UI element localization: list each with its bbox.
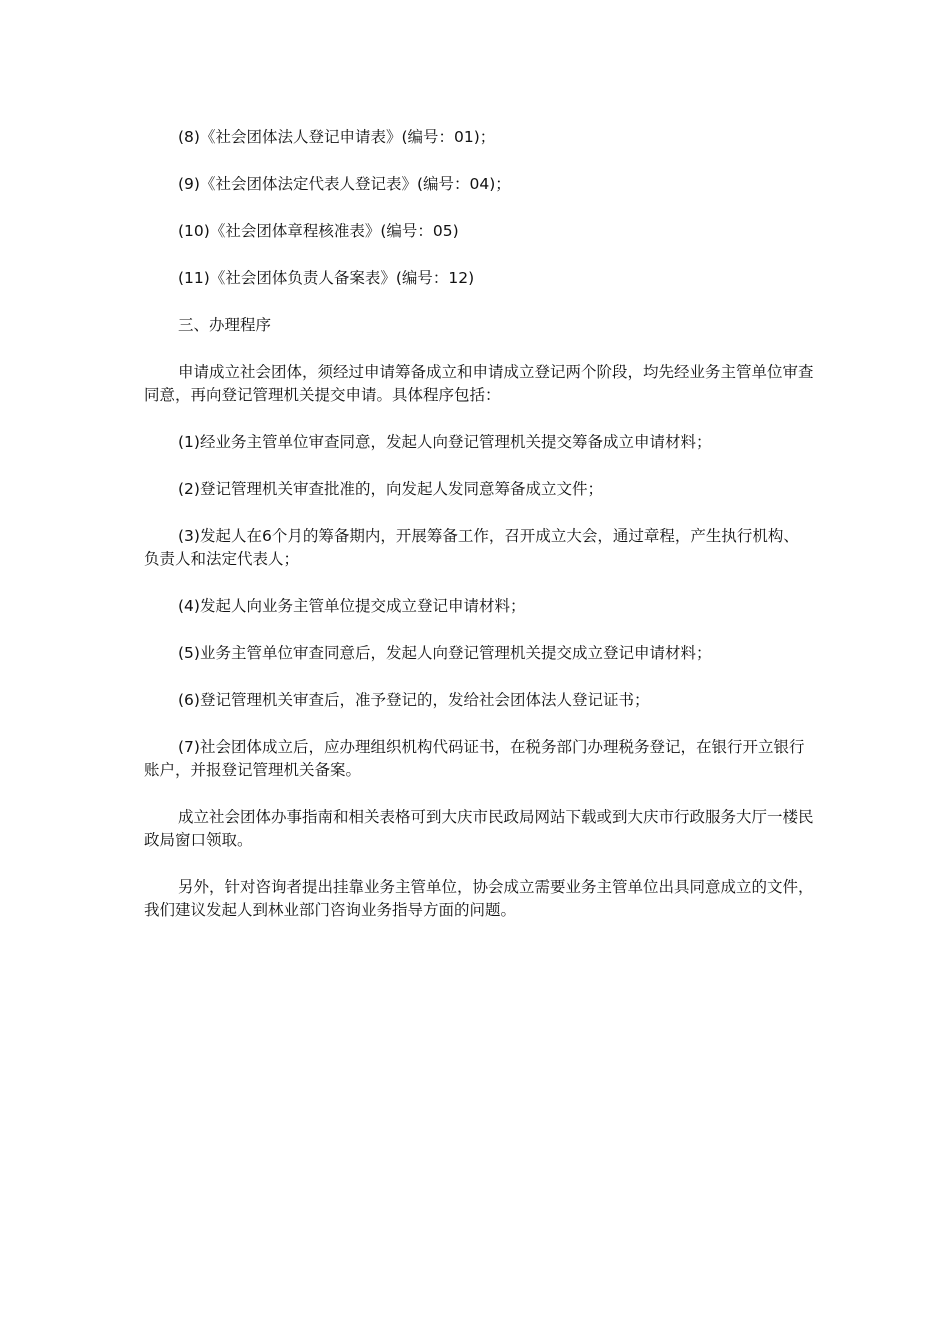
procedure-step-3: (3)发起人在6个月的筹备期内，开展筹备工作，召开成立大会，通过章程，产生执行机构、负责人和法定代表人；: [144, 527, 799, 568]
form-item-9: (9)《社会团体法定代表人登记表》(编号：04)；: [178, 175, 511, 193]
form-item-11: (11)《社会团体负责人备案表》(编号：12): [178, 269, 475, 287]
form-item-8: (8)《社会团体法人登记申请表》(编号：01)；: [178, 128, 496, 146]
procedure-step-4: (4)发起人向业务主管单位提交成立登记申请材料；: [178, 597, 526, 615]
guide-note: 成立社会团体办事指南和相关表格可到大庆市民政局网站下载或到大庆市行政服务大厅一楼民政局窗口领取。: [144, 808, 814, 849]
procedure-step-7: (7)社会团体成立后，应办理组织机构代码证书，在税务部门办理税务登记，在银行开立银行账户，并报登记管理机关备案。: [144, 738, 805, 779]
procedure-step-1: (1)经业务主管单位审查同意，发起人向登记管理机关提交筹备成立申请材料；: [178, 433, 712, 451]
advice-note: 另外，针对咨询者提出挂靠业务主管单位，协会成立需要业务主管单位出具同意成立的文件，我们建议发起人到林业部门咨询业务指导方面的问题。: [144, 878, 814, 919]
procedure-step-5: (5)业务主管单位审查同意后，发起人向登记管理机关提交成立登记申请材料；: [178, 644, 712, 662]
procedure-step-2: (2)登记管理机关审查批准的，向发起人发同意筹备成立文件；: [178, 480, 603, 498]
form-item-10: (10)《社会团体章程核准表》(编号：05): [178, 222, 459, 240]
document-body: [144, 126, 814, 946]
procedure-step-6: (6)登记管理机关审查后，准予登记的，发给社会团体法人登记证书；: [178, 691, 650, 709]
procedure-intro: 申请成立社会团体，须经过申请筹备成立和申请成立登记两个阶段，均先经业务主管单位审查同意，再向登记管理机关提交申请。具体程序包括：: [144, 363, 814, 404]
section-heading: 三、办理程序: [178, 316, 272, 334]
